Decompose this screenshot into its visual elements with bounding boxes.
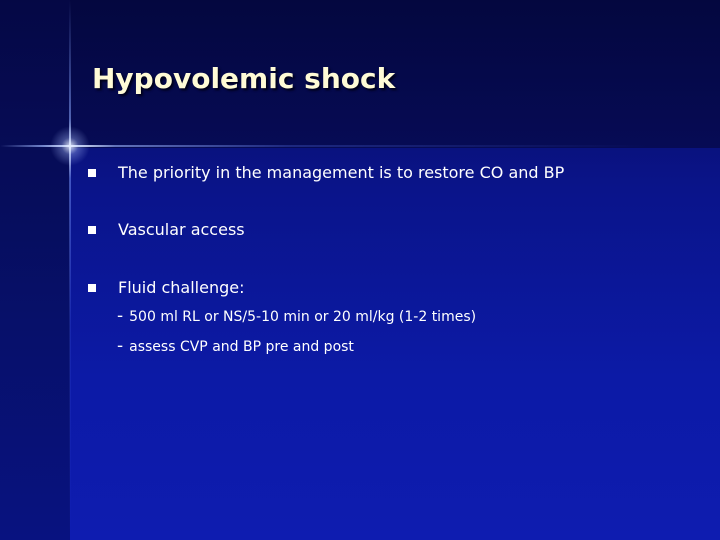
bullet-item — [88, 220, 245, 239]
bullet-text: The priority in the management is to restore CO and BP — [118, 163, 565, 182]
left-decorative-band — [0, 0, 70, 540]
sub-bullet-text: 500 ml RL or NS/5-10 min or 20 ml/kg (1-2 times) — [129, 309, 477, 325]
lens-flare-glow — [50, 126, 90, 166]
sub-bullet-item — [117, 336, 354, 356]
bullet-text: Vascular access — [118, 220, 245, 239]
sub-bullet-item — [117, 306, 476, 326]
square-bullet-icon — [88, 226, 96, 234]
slide-title: Hypovolemic shock — [92, 62, 396, 95]
square-bullet-icon — [88, 284, 96, 292]
horizontal-light-flare — [0, 145, 720, 147]
dash-marker: - — [117, 336, 124, 356]
bullet-item — [88, 163, 564, 182]
bullet-text: Fluid challenge: — [118, 278, 245, 297]
dash-marker: - — [117, 306, 124, 326]
square-bullet-icon — [88, 169, 96, 177]
sub-bullet-text: assess CVP and BP pre and post — [129, 339, 354, 355]
vertical-light-flare — [69, 0, 71, 540]
bullet-item — [88, 278, 244, 297]
